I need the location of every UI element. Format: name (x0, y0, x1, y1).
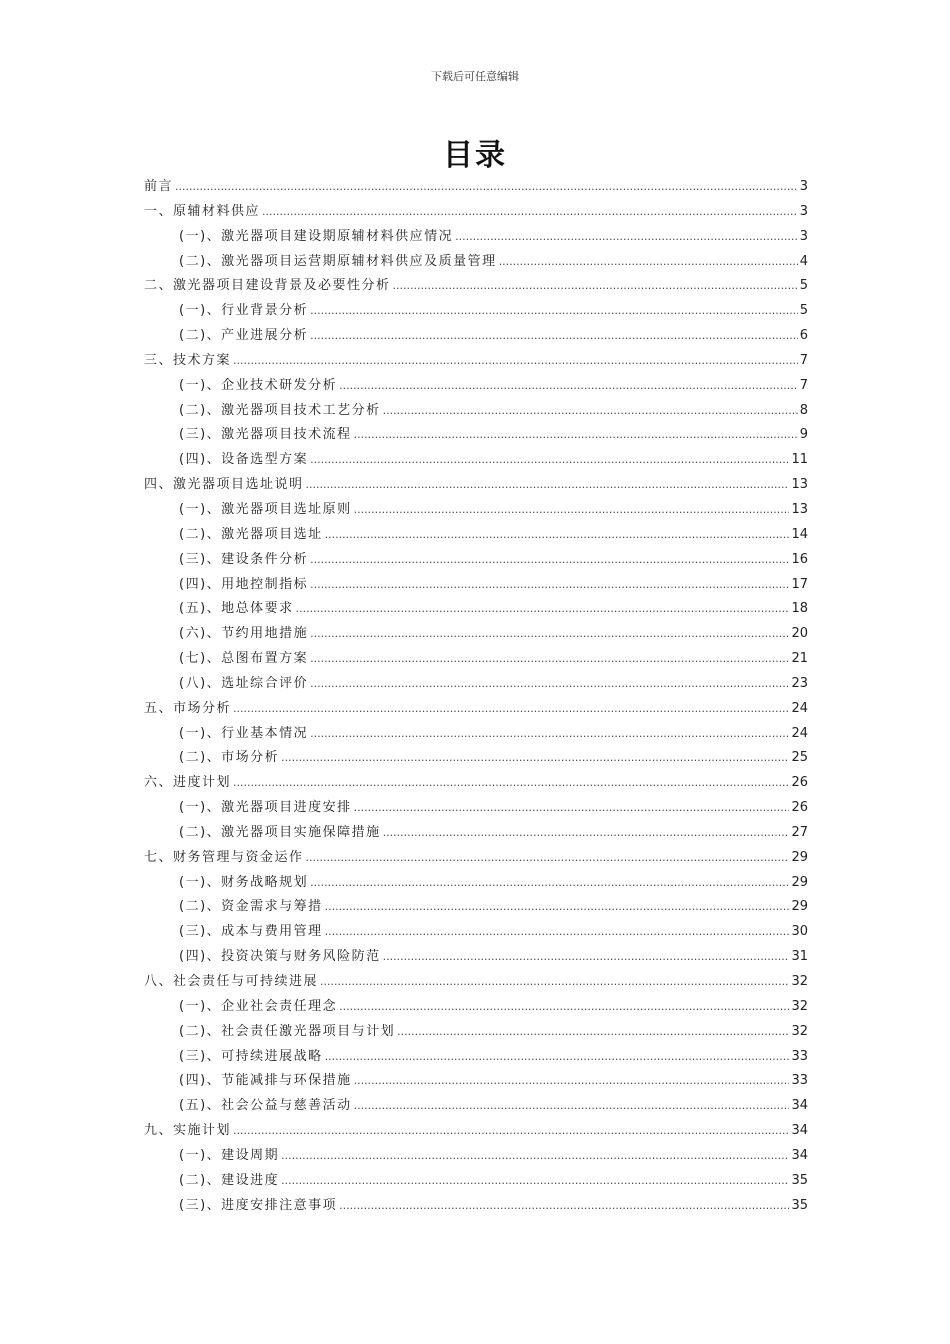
toc-entry[interactable] (144, 1169, 808, 1194)
toc-leader-dots (310, 573, 789, 598)
toc-entry[interactable] (144, 697, 808, 722)
toc-entry-page-number: 29 (791, 899, 808, 915)
toc-leader-dots (339, 1194, 789, 1219)
toc-entry-page-number: 24 (791, 725, 808, 741)
toc-entry-label: (七)、总图布置方案 (179, 651, 309, 667)
toc-entry-label: (二)、激光器项目实施保障措施 (179, 824, 381, 840)
toc-entry-page-number: 5 (799, 303, 808, 319)
toc-entry[interactable] (144, 771, 808, 796)
toc-entry-page-number: 8 (799, 402, 808, 418)
toc-leader-dots (325, 1045, 790, 1070)
toc-entry-label: 一、原辅材料供应 (144, 203, 261, 219)
page-header: 下载后可任意编辑 (431, 70, 519, 83)
toc-entry-page-number: 4 (799, 253, 808, 269)
toc-entry-page-number: 27 (791, 824, 808, 840)
toc-leader-dots (320, 970, 789, 995)
toc-entry[interactable] (144, 349, 808, 374)
toc-entry-label: (二)、激光器项目选址 (179, 526, 323, 542)
toc-entry-label: (一)、激光器项目选址原则 (179, 501, 352, 517)
toc-entry[interactable] (144, 995, 808, 1020)
toc-entry[interactable] (144, 722, 808, 747)
toc-entry-page-number: 21 (791, 651, 808, 667)
toc-entry[interactable] (144, 274, 808, 299)
toc-entry-label: 七、财务管理与资金运作 (144, 849, 304, 865)
toc-entry-page-number: 17 (791, 576, 808, 592)
toc-entry-page-number: 18 (791, 601, 808, 617)
toc-leader-dots (281, 746, 789, 771)
toc-leader-dots (296, 597, 790, 622)
toc-entry[interactable] (144, 1194, 808, 1219)
toc-leader-dots (325, 523, 790, 548)
toc-entry-page-number: 9 (799, 427, 808, 443)
toc-entry[interactable] (144, 473, 808, 498)
toc-entry-label: 二、激光器项目建设背景及必要性分析 (144, 278, 391, 294)
toc-entry-page-number: 3 (799, 179, 808, 194)
toc-leader-dots (233, 771, 789, 796)
toc-entry-page-number: 33 (791, 1073, 808, 1089)
toc-entry[interactable] (144, 200, 808, 225)
toc-leader-dots (233, 1119, 789, 1144)
toc-leader-dots (281, 1169, 789, 1194)
toc-entry-label: 六、进度计划 (144, 775, 232, 791)
toc-entry-label: (二)、激光器项目运营期原辅材料供应及质量管理 (179, 253, 497, 269)
toc-entry-label: (一)、企业社会责任理念 (179, 998, 338, 1014)
toc-entry[interactable] (144, 1020, 808, 1045)
toc-leader-dots (354, 796, 790, 821)
toc-entry[interactable] (144, 895, 808, 920)
toc-entry-page-number: 32 (791, 974, 808, 989)
toc-entry-label: (一)、建设周期 (179, 1147, 280, 1163)
toc-entry-label: 八、社会责任与可持续进展 (144, 974, 319, 989)
toc-entry-page-number: 33 (791, 1048, 808, 1064)
toc-leader-dots (306, 473, 790, 498)
toc-leader-dots (310, 722, 789, 747)
toc-entry-page-number: 31 (791, 949, 808, 965)
toc-entry-page-number: 26 (791, 800, 808, 816)
toc-entry-page-number: 6 (799, 328, 808, 344)
toc-entry[interactable] (144, 647, 808, 672)
toc-entry-label: (四)、投资决策与财务风险防范 (179, 949, 381, 965)
toc-entry[interactable] (144, 448, 808, 473)
toc-leader-dots (175, 175, 798, 200)
toc-leader-dots (310, 548, 789, 573)
toc-entry-page-number: 34 (791, 1098, 808, 1114)
toc-entry[interactable] (144, 423, 808, 448)
toc-entry-label: (三)、激光器项目技术流程 (179, 427, 352, 443)
toc-entry-label: (一)、激光器项目进度安排 (179, 800, 352, 816)
toc-leader-dots (339, 374, 798, 399)
toc-entry-label: 三、技术方案 (144, 352, 232, 368)
toc-entry-label: 五、市场分析 (144, 700, 232, 716)
toc-entry[interactable] (144, 871, 808, 896)
toc-entry[interactable] (144, 672, 808, 697)
toc-leader-dots (310, 299, 798, 324)
toc-entry-label: (八)、选址综合评价 (179, 675, 309, 691)
toc-entry-label: (二)、建设进度 (179, 1172, 280, 1188)
toc-entry-label: (四)、用地控制指标 (179, 576, 309, 592)
toc-leader-dots (325, 920, 790, 945)
toc-entry[interactable] (144, 1119, 808, 1144)
toc-entry[interactable] (144, 846, 808, 871)
toc-entry-label: (一)、行业基本情况 (179, 725, 309, 741)
toc-entry[interactable] (144, 746, 808, 771)
toc-entry-page-number: 3 (799, 203, 808, 219)
toc-entry-label: (二)、激光器项目技术工艺分析 (179, 402, 381, 418)
toc-entry[interactable] (144, 597, 808, 622)
toc-entry-page-number: 35 (791, 1197, 808, 1213)
toc-entry-page-number: 32 (791, 998, 808, 1014)
toc-entry-page-number: 13 (791, 501, 808, 517)
toc-entry[interactable] (144, 945, 808, 970)
toc-entry[interactable] (144, 374, 808, 399)
toc-entry-label: (二)、社会责任激光器项目与计划 (179, 1023, 396, 1039)
toc-entry-page-number: 26 (791, 775, 808, 791)
toc-entry[interactable] (144, 399, 808, 424)
toc-entry[interactable] (144, 1045, 808, 1070)
toc-entry-page-number: 7 (799, 352, 808, 368)
toc-entry[interactable] (144, 821, 808, 846)
toc-entry[interactable] (144, 548, 808, 573)
toc-entry-page-number: 20 (791, 626, 808, 642)
toc-entry-page-number: 29 (791, 874, 808, 890)
toc-entry[interactable] (144, 970, 808, 995)
toc-entry-label: (四)、设备选型方案 (179, 452, 309, 468)
toc-entry[interactable] (144, 920, 808, 945)
toc-leader-dots (339, 995, 789, 1020)
toc-entry-page-number: 34 (791, 1147, 808, 1163)
toc-entry-label: (四)、节能减排与环保措施 (179, 1073, 352, 1089)
toc-entry-page-number: 29 (791, 849, 808, 865)
toc-entry-label: 前言 (144, 179, 174, 194)
toc-entry[interactable] (144, 225, 808, 250)
toc-leader-dots (310, 672, 789, 697)
toc-entry-label: (三)、进度安排注意事项 (179, 1197, 338, 1213)
toc-leader-dots (310, 448, 789, 473)
toc-entry-label: (二)、资金需求与筹措 (179, 899, 323, 915)
toc-leader-dots (281, 1144, 789, 1169)
toc-entry-page-number: 30 (791, 924, 808, 940)
toc-entry[interactable] (144, 1094, 808, 1119)
toc-entry-page-number: 23 (791, 675, 808, 691)
toc-leader-dots (499, 250, 798, 275)
toc-entry-label: (五)、社会公益与慈善活动 (179, 1098, 352, 1114)
toc-leader-dots (310, 324, 798, 349)
toc-leader-dots (233, 349, 798, 374)
toc-entry-label: (一)、激光器项目建设期原辅材料供应情况 (179, 228, 454, 244)
toc-entry-label: (二)、产业进展分析 (179, 328, 309, 344)
toc-entry[interactable] (144, 498, 808, 523)
toc-leader-dots (397, 1020, 789, 1045)
toc-entry-page-number: 34 (791, 1123, 808, 1139)
table-of-contents (144, 175, 808, 1218)
toc-entry[interactable] (144, 299, 808, 324)
toc-entry-label: (三)、成本与费用管理 (179, 924, 323, 940)
toc-leader-dots (383, 399, 798, 424)
toc-leader-dots (310, 647, 789, 672)
toc-entry-page-number: 11 (791, 452, 808, 468)
toc-leader-dots (455, 225, 798, 250)
toc-entry[interactable] (144, 175, 808, 200)
toc-entry-page-number: 35 (791, 1172, 808, 1188)
toc-entry[interactable] (144, 1069, 808, 1094)
toc-entry-label: (三)、可持续进展战略 (179, 1048, 323, 1064)
toc-leader-dots (262, 200, 798, 225)
toc-entry-page-number: 3 (799, 228, 808, 244)
toc-entry-page-number: 32 (791, 1023, 808, 1039)
toc-entry-page-number: 24 (791, 700, 808, 716)
toc-leader-dots (354, 423, 798, 448)
toc-entry[interactable] (144, 1144, 808, 1169)
toc-entry-label: (二)、市场分析 (179, 750, 280, 766)
toc-entry-label: (一)、行业背景分析 (179, 303, 309, 319)
toc-entry-page-number: 16 (791, 551, 808, 567)
toc-entry-label: (三)、建设条件分析 (179, 551, 309, 567)
toc-entry-page-number: 13 (791, 477, 808, 493)
toc-entry-page-number: 14 (791, 526, 808, 542)
toc-leader-dots (354, 498, 790, 523)
toc-entry[interactable] (144, 796, 808, 821)
toc-entry[interactable] (144, 250, 808, 275)
toc-entry[interactable] (144, 523, 808, 548)
toc-leader-dots (383, 945, 790, 970)
toc-leader-dots (354, 1069, 790, 1094)
toc-entry-label: 四、激光器项目选址说明 (144, 477, 304, 493)
toc-leader-dots (354, 1094, 790, 1119)
toc-leader-dots (306, 846, 790, 871)
toc-leader-dots (325, 895, 790, 920)
toc-entry-label: 九、实施计划 (144, 1123, 232, 1139)
toc-entry[interactable] (144, 622, 808, 647)
toc-entry[interactable] (144, 324, 808, 349)
toc-leader-dots (393, 274, 798, 299)
toc-entry-label: (一)、企业技术研发分析 (179, 377, 338, 393)
toc-leader-dots (383, 821, 790, 846)
toc-leader-dots (310, 871, 789, 896)
toc-entry-page-number: 7 (799, 377, 808, 393)
toc-leader-dots (233, 697, 789, 722)
toc-entry-page-number: 25 (791, 750, 808, 766)
toc-entry-label: (一)、财务战略规划 (179, 874, 309, 890)
page-title: 目录 (443, 138, 507, 173)
toc-entry[interactable] (144, 573, 808, 598)
toc-entry-page-number: 5 (799, 278, 808, 294)
toc-leader-dots (310, 622, 789, 647)
toc-entry-label: (五)、地总体要求 (179, 601, 294, 617)
toc-entry-label: (六)、节约用地措施 (179, 626, 309, 642)
